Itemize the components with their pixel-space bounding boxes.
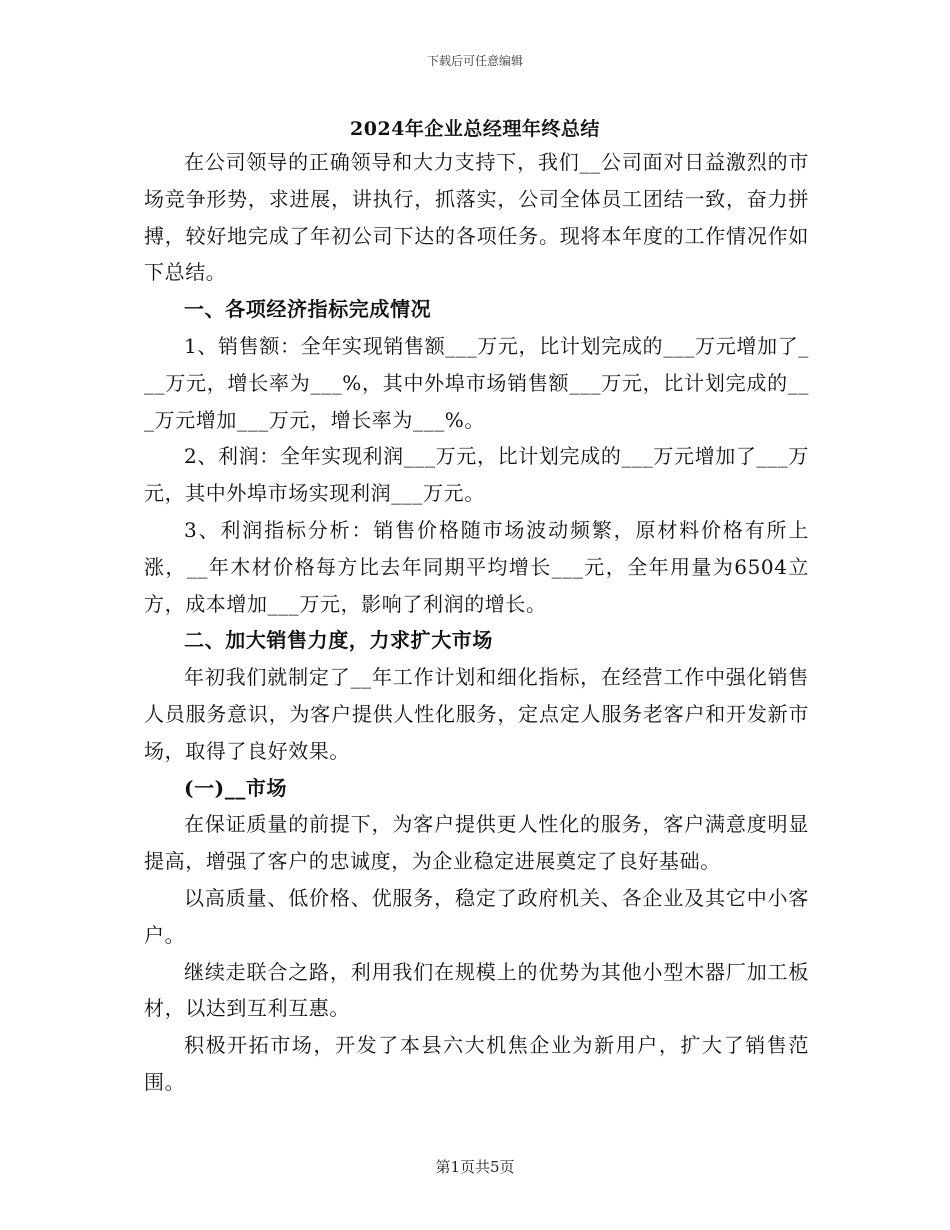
subsection-heading-market: (一)__市场 (184, 775, 288, 800)
sales-plan-paragraph: 年初我们就制定了__年工作计划和细化指标，在经营工作中强化销售人员服务意识，为客户提供人性化服务，定点定人服务老客户和开发新市场，取得了良好效果。 (144, 665, 809, 763)
intro-paragraph: 在公司领导的正确领导和大力支持下，我们__公司面对日益激烈的市场竞争形势，求进展，讲执行，抓落实，公司全体员工团结一致，奋力拼搏，较好地完成了年初公司下达的各项任务。现将本年度的工作情况作如下总结。 (144, 150, 809, 285)
quality-service-paragraph: 在保证质量的前提下，为客户提供更人性化的服务，客户满意度明显提高，增强了客户的忠诚度，为企业稳定进展奠定了良好基础。 (144, 812, 809, 874)
section-heading-sales-efforts: 二、加大销售力度，力求扩大市场 (184, 628, 493, 653)
profit-paragraph: 2、利润：全年实现利润___万元，比计划完成的___万元增加了___万元，其中外埠市场实现利润___万元。 (144, 444, 809, 506)
alliance-paragraph: 继续走联合之路，利用我们在规模上的优势为其他小型木器厂加工板材，以达到互利互惠。 (144, 959, 809, 1021)
page-number: 第1页共5页 (435, 1158, 515, 1176)
section-heading-economic-indicators: 一、各项经济指标完成情况 (184, 297, 432, 322)
document-body (144, 144, 809, 1101)
download-editable-note: 下载后可任意编辑 (426, 54, 523, 68)
market-expansion-paragraph: 积极开拓市场，开发了本县六大机焦企业为新用户，扩大了销售范围。 (144, 1033, 809, 1094)
sales-paragraph: 1、销售额：全年实现销售额___万元，比计划完成的___万元增加了___万元，增长率为___%，其中外埠市场销售额___万元，比计划完成的___万元增加___万元，增长率为___%。 (144, 333, 809, 432)
document-title: 2024年企业总经理年终总结 (350, 118, 600, 140)
customer-stability-paragraph: 以高质量、低价格、优服务，稳定了政府机关、各企业及其它中小客户。 (144, 885, 809, 947)
profit-analysis-paragraph: 3、利润指标分析：销售价格随市场波动频繁，原材料价格有所上涨，__年木材价格每方比去年同期平均增长___元，全年用量为6504立方，成本增加___万元，影响了利润的增长。 (144, 517, 809, 616)
